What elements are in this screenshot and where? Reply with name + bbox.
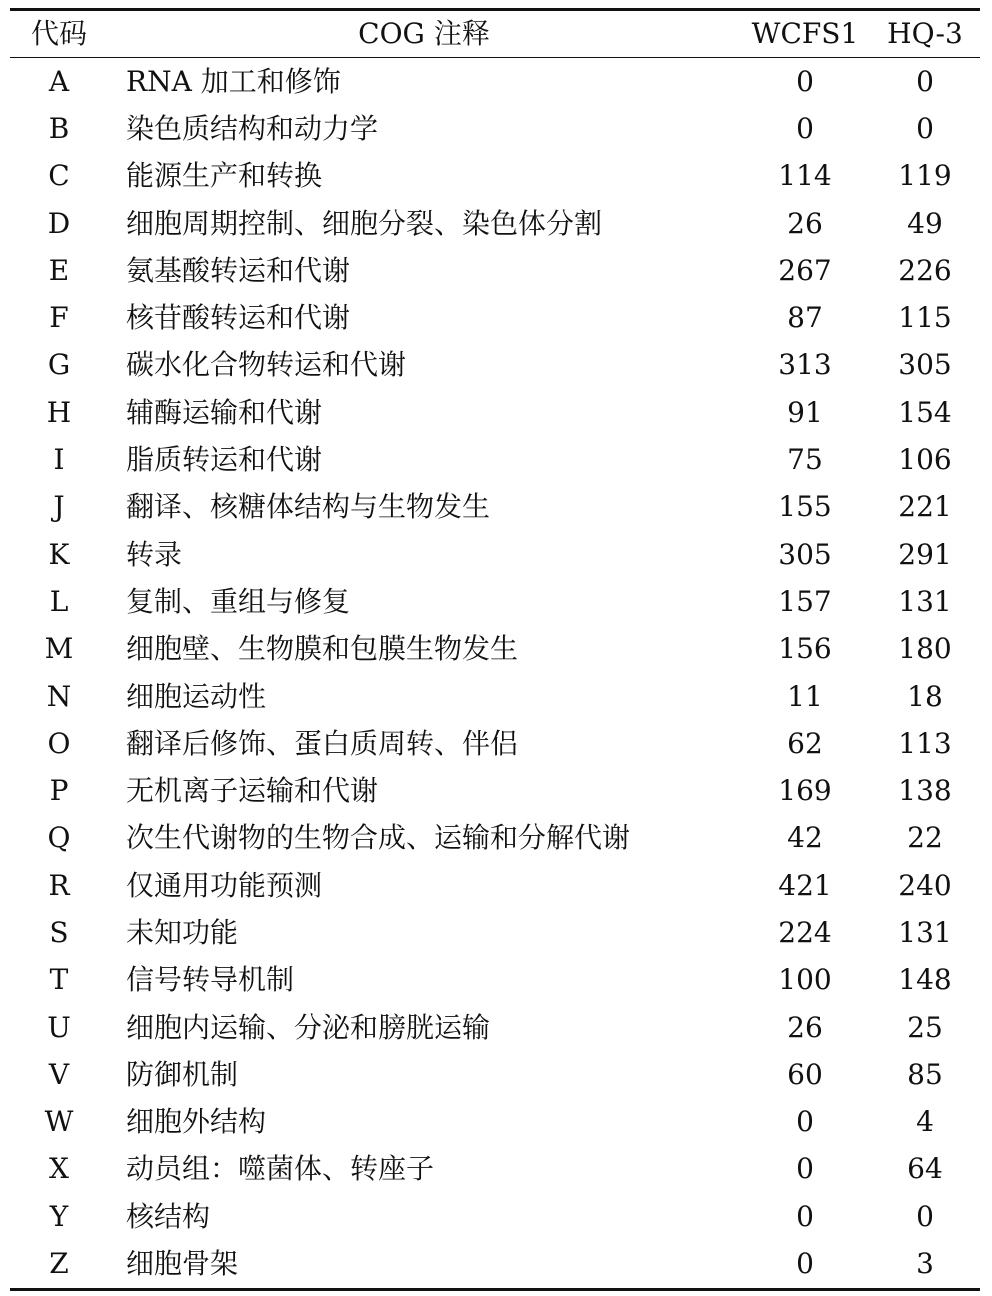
cell-code: V — [48, 1057, 70, 1091]
cell-wcfs1: 0 — [796, 64, 814, 98]
cell-wcfs1: 169 — [778, 774, 832, 808]
cell-wcfs1: 305 — [778, 537, 832, 571]
table-row — [10, 767, 980, 814]
cell-code: O — [47, 726, 71, 760]
cell-code: P — [49, 774, 69, 808]
table-row — [10, 957, 980, 1004]
cell-annotation: 细胞壁、生物膜和包膜生物发生 — [126, 632, 519, 666]
cell-annotation: 细胞周期控制、细胞分裂、染色体分割 — [126, 206, 603, 240]
cell-wcfs1: 60 — [787, 1057, 823, 1091]
table-header-row — [10, 11, 980, 57]
cell-hq3: 305 — [898, 348, 952, 382]
table-row — [10, 626, 980, 673]
table-row — [10, 578, 980, 625]
cell-code: R — [48, 868, 70, 902]
cell-annotation: RNA 加工和修饰 — [126, 64, 341, 98]
cell-annotation: 翻译、核糖体结构与生物发生 — [126, 490, 491, 524]
cell-annotation: 细胞内运输、分泌和膀胱运输 — [126, 1010, 491, 1044]
cell-code: U — [47, 1010, 71, 1044]
table-row — [10, 153, 980, 200]
cell-annotation: 氨基酸转运和代谢 — [126, 253, 351, 287]
cell-wcfs1: 0 — [796, 1247, 814, 1281]
cell-annotation: 辅酶运输和代谢 — [126, 395, 323, 429]
cell-hq3: 49 — [907, 206, 943, 240]
cell-code: Q — [47, 821, 71, 855]
cell-hq3: 240 — [898, 868, 952, 902]
cell-wcfs1: 62 — [787, 726, 823, 760]
table-row — [10, 815, 980, 862]
cell-hq3: 0 — [916, 1199, 934, 1233]
header-annotation: COG 注释 — [358, 17, 490, 50]
cell-wcfs1: 224 — [778, 915, 832, 949]
cell-hq3: 22 — [907, 821, 943, 855]
cell-code: K — [48, 537, 70, 571]
cell-wcfs1: 0 — [796, 1199, 814, 1233]
cell-code: L — [49, 584, 69, 618]
cog-table — [10, 8, 980, 1291]
cell-code: B — [48, 111, 70, 145]
table-row — [10, 58, 980, 105]
cell-hq3: 154 — [898, 395, 952, 429]
table-row — [10, 720, 980, 767]
cell-code: J — [53, 490, 65, 524]
table-row — [10, 1240, 980, 1287]
cell-wcfs1: 156 — [778, 632, 832, 666]
cell-hq3: 25 — [907, 1010, 943, 1044]
cell-hq3: 115 — [898, 301, 952, 335]
table-row — [10, 1099, 980, 1146]
table-row — [10, 1051, 980, 1098]
cell-hq3: 226 — [898, 253, 952, 287]
table-row — [10, 862, 980, 909]
cell-hq3: 85 — [907, 1057, 943, 1091]
table-body — [10, 58, 980, 1288]
table-row — [10, 247, 980, 294]
cell-code: A — [48, 64, 70, 98]
table-row — [10, 342, 980, 389]
cell-code: S — [49, 915, 69, 949]
cell-wcfs1: 0 — [796, 1105, 814, 1139]
table-row — [10, 531, 980, 578]
bottom-rule — [10, 1288, 980, 1291]
cell-annotation: 仅通用功能预测 — [126, 868, 323, 902]
cell-wcfs1: 26 — [787, 206, 823, 240]
table-row — [10, 1193, 980, 1240]
cell-wcfs1: 267 — [778, 253, 832, 287]
cell-code: M — [44, 632, 74, 666]
table-row — [10, 200, 980, 247]
cell-wcfs1: 91 — [787, 395, 823, 429]
cell-annotation: 细胞运动性 — [126, 679, 267, 713]
cell-hq3: 221 — [898, 490, 952, 524]
cell-code: T — [49, 963, 69, 997]
cell-hq3: 138 — [898, 774, 952, 808]
cell-annotation: 翻译后修饰、蛋白质周转、伴侣 — [126, 726, 519, 760]
cell-annotation: 核苷酸转运和代谢 — [126, 301, 351, 335]
cell-hq3: 131 — [898, 915, 952, 949]
cell-code: F — [49, 301, 69, 335]
table-row — [10, 909, 980, 956]
table-row — [10, 389, 980, 436]
cell-wcfs1: 0 — [796, 1152, 814, 1186]
cell-wcfs1: 26 — [787, 1010, 823, 1044]
cell-code: N — [46, 679, 72, 713]
header-wcfs1: WCFS1 — [751, 17, 859, 50]
cell-annotation: 细胞骨架 — [126, 1247, 239, 1281]
cell-code: D — [47, 206, 71, 240]
cell-annotation: 能源生产和转换 — [126, 159, 323, 193]
cell-annotation: 染色质结构和动力学 — [126, 111, 379, 145]
table-row — [10, 1004, 980, 1051]
cell-wcfs1: 42 — [787, 821, 823, 855]
cell-annotation: 次生代谢物的生物合成、运输和分解代谢 — [126, 821, 631, 855]
cell-hq3: 18 — [907, 679, 943, 713]
table-row — [10, 1146, 980, 1193]
cell-wcfs1: 11 — [787, 679, 823, 713]
cell-code: G — [47, 348, 71, 382]
cell-annotation: 复制、重组与修复 — [126, 584, 351, 618]
cell-annotation: 未知功能 — [126, 915, 239, 949]
cell-annotation: 无机离子运输和代谢 — [126, 774, 379, 808]
table-row — [10, 484, 980, 531]
cell-wcfs1: 155 — [778, 490, 832, 524]
cell-hq3: 106 — [898, 443, 952, 477]
cell-code: X — [49, 1152, 69, 1186]
cell-annotation: 信号转导机制 — [126, 963, 295, 997]
cell-wcfs1: 75 — [787, 443, 823, 477]
cell-annotation: 碳水化合物转运和代谢 — [126, 348, 407, 382]
cell-hq3: 3 — [916, 1247, 934, 1281]
cell-code: I — [53, 443, 65, 477]
cell-hq3: 113 — [898, 726, 952, 760]
cell-wcfs1: 0 — [796, 111, 814, 145]
header-hq3: HQ-3 — [887, 17, 963, 50]
cell-annotation: 防御机制 — [126, 1057, 239, 1091]
cell-annotation: 脂质转运和代谢 — [126, 443, 323, 477]
cell-annotation: 转录 — [126, 537, 183, 571]
cell-wcfs1: 157 — [778, 584, 832, 618]
table-row — [10, 673, 980, 720]
cell-wcfs1: 87 — [787, 301, 823, 335]
cell-hq3: 180 — [898, 632, 952, 666]
table-row — [10, 105, 980, 152]
table-row — [10, 294, 980, 341]
cell-hq3: 131 — [898, 584, 952, 618]
cell-hq3: 0 — [916, 111, 934, 145]
cell-hq3: 119 — [898, 159, 952, 193]
cell-hq3: 4 — [916, 1105, 934, 1139]
cell-hq3: 148 — [898, 963, 952, 997]
header-code: 代码 — [30, 17, 87, 50]
cell-wcfs1: 100 — [778, 963, 832, 997]
cell-code: E — [48, 253, 70, 287]
cell-wcfs1: 114 — [778, 159, 832, 193]
cell-code: W — [44, 1105, 74, 1139]
cell-code: Z — [49, 1247, 69, 1281]
cell-annotation: 细胞外结构 — [126, 1105, 267, 1139]
cell-hq3: 64 — [907, 1152, 943, 1186]
cell-annotation: 核结构 — [126, 1199, 211, 1233]
cell-annotation: 动员组：噬菌体、转座子 — [126, 1152, 435, 1186]
cell-code: H — [46, 395, 72, 429]
cell-code: C — [48, 159, 70, 193]
cell-wcfs1: 421 — [778, 868, 832, 902]
cell-hq3: 291 — [898, 537, 952, 571]
table-row — [10, 436, 980, 483]
cell-wcfs1: 313 — [778, 348, 832, 382]
cell-hq3: 0 — [916, 64, 934, 98]
cell-code: Y — [49, 1199, 69, 1233]
